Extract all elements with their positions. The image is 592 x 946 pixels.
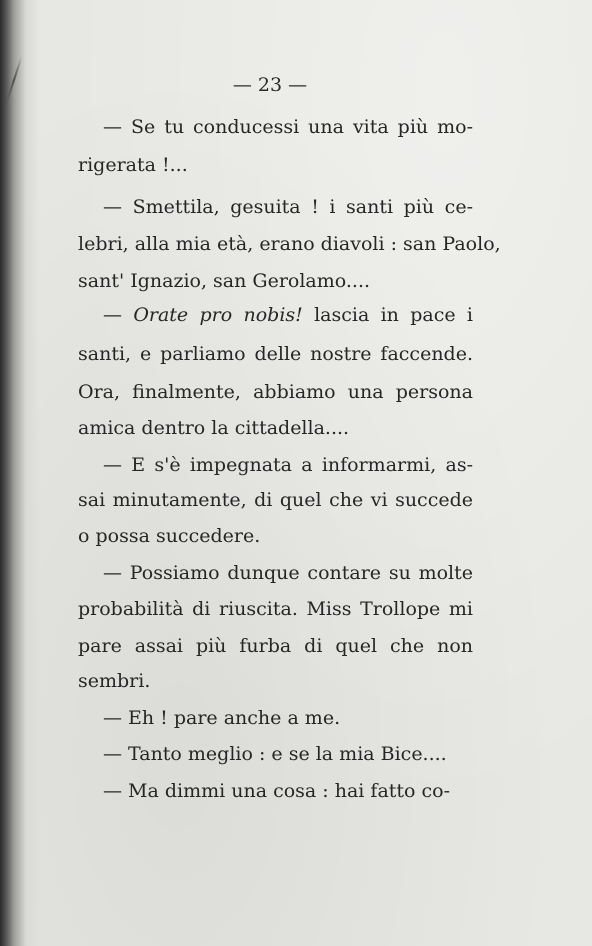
text-line-1: — Se tu conducessi una vita più mo- [103,116,473,138]
text-line-10: — E s'è impegnata a informarmi, as- [103,454,473,476]
text-line-3: — Smettila, gesuita ! i santi più ce- [103,196,473,218]
text-line-19: — Ma dimmi una cosa : hai fatto co- [103,780,451,802]
text-line-2: rigerata !... [78,154,188,176]
text-line-9: amica dentro la cittadella.... [78,417,350,439]
page-number: — 23 — [232,74,308,96]
text-line-14: probabilità di riuscita. Miss Trollope mi [78,598,473,620]
binding-shadow [0,0,40,946]
text-line-13: — Possiamo dunque contare su molte [103,562,473,584]
text-line-8: Ora, finalmente, abbiamo una persona [78,381,473,403]
italic-phrase: Orate pro nobis! [133,304,303,326]
text-line-6-rest: lascia in pace i [314,304,473,326]
text-line-17: — Eh ! pare anche a me. [103,707,341,729]
text-line-16: sembri. [78,670,151,692]
text-line-12: o possa succedere. [78,525,261,547]
dash-prefix: — [103,304,134,326]
text-line-7: santi, e parliamo delle nostre faccende. [78,343,473,365]
text-line-5: sant' Ignazio, san Gerolamo.... [78,270,371,292]
text-line-18: — Tanto meglio : e se la mia Bice.... [103,743,447,765]
text-line-11: sai minutamente, di quel che vi succede [78,489,473,511]
text-line-6 [78,298,473,332]
text-line-15: pare assai più furba di quel che non [78,635,473,657]
text-line-4: lebri, alla mia età, erano diavoli : san Paolo, [78,233,501,255]
